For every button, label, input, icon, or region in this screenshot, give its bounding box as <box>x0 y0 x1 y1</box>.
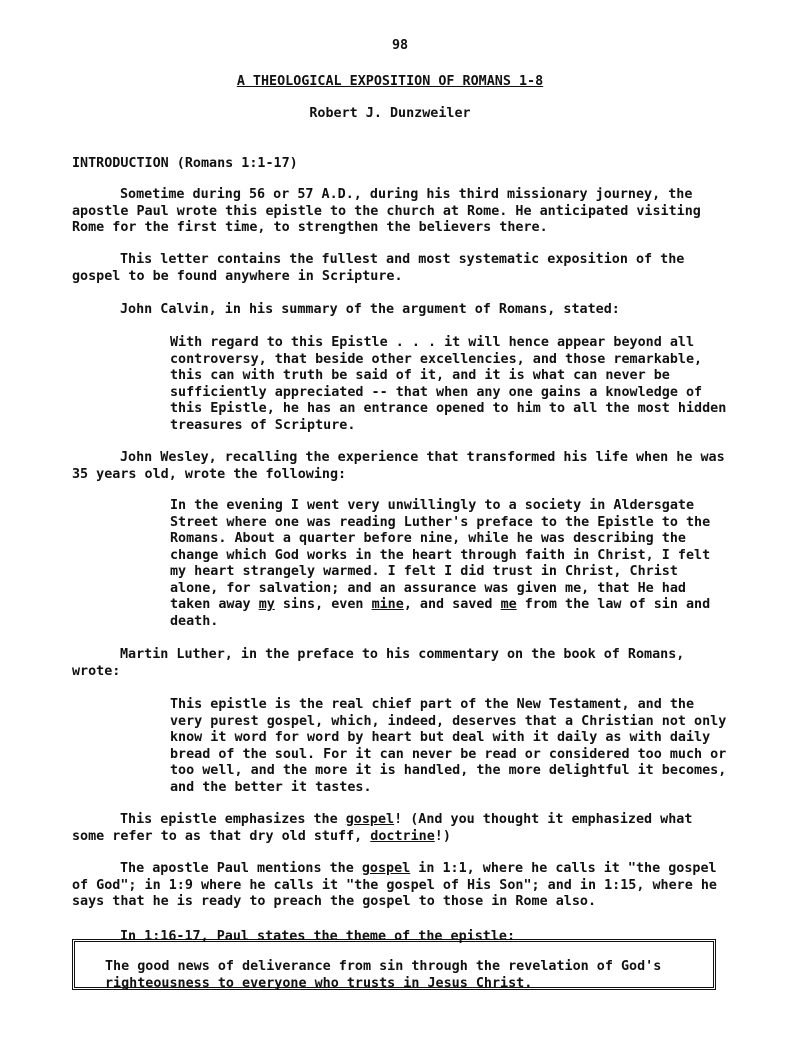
calvin-quote: With regard to this Epistle . . . it will hence appear beyond all controversy, that beside other excellencies, and those remarkable, this can with truth be said of it, and it is what can never be sufficiently appreciated -- that when any one gains a knowledge of this Epistle, he has an entrance opened to him to all the most hidden treasures of Scripture. <box>170 335 727 433</box>
page-number: 98 <box>391 38 409 53</box>
author-name: Robert J. Dunzweiler <box>309 106 471 121</box>
page-title: A THEOLOGICAL EXPOSITION OF ROMANS 1-8 <box>236 74 544 89</box>
wesley-quote: In the evening I went very unwillingly to a society in Aldersgate Street where one was reading Luther's preface to the Epistle to the Romans. About a quarter before nine, while he was describing the change which God works in the heart through faith in Christ, I felt my heart strangely warmed. I felt I did trust in Christ, Christ alone, for salvation; and an assurance was given me, that He had taken away my sins, even mine, and saved me from the law of sin and death. <box>170 498 711 629</box>
paragraph-letter: This letter contains the fullest and most systematic exposition of the gospel to be found anywhere in Scripture. <box>72 252 685 284</box>
paragraph-luther-intro: Martin Luther, in the preface to his commentary on the book of Romans, wrote: <box>72 647 685 679</box>
emphasis-my: my <box>258 597 275 612</box>
emphasis-mine: mine <box>371 597 404 612</box>
emphasis-gospel: gospel <box>345 812 395 827</box>
paragraph-date: Sometime during 56 or 57 A.D., during his third missionary journey, the apostle Paul wrote this epistle to the church at Rome. He anticipated visiting Rome for the first time, to strengthen the believers there. <box>72 187 701 235</box>
emphasis-gospel-2: gospel <box>361 861 411 876</box>
emphasis-doctrine: doctrine <box>370 828 435 844</box>
luther-quote: This epistle is the real chief part of the New Testament, and the very purest gospel, which, indeed, deserves that a Christian not only know it word for word by heart but deal with it daily as with daily bread of the soul. For it can never be read or considered too much or too well, and the more it is handled, the more delightful it becomes, and the better it tastes. <box>170 697 727 795</box>
theme-box <box>72 939 716 990</box>
paragraph-calvin-intro: John Calvin, in his summary of the argument of Romans, stated: <box>120 302 620 317</box>
paragraph-gospel-mentions: The apostle Paul mentions the gospel in 1:1, where he calls it "the gospel of God"; in 1:9 where he calls it "the gospel of His Son"; and in 1:15, where he says that he is ready to preach the gospel to those in Rome also. <box>72 861 717 909</box>
theme-statement: The good news of deliverance from sin through the revelation of God's righteousness to everyone who trusts in Jesus Christ. <box>105 959 662 991</box>
paragraph-theme-intro: In 1:16-17, Paul states the theme of the epistle: <box>120 929 516 944</box>
emphasis-me: me <box>500 597 517 612</box>
section-heading: INTRODUCTION (Romans 1:1-17) <box>72 156 298 171</box>
paragraph-gospel-emphasis: This epistle emphasizes the gospel! (And you thought it emphasized what some refer to as that dry old stuff, doctrine!) <box>72 812 693 844</box>
paragraph-wesley-intro: John Wesley, recalling the experience that transformed his life when he was 35 years old, wrote the following: <box>72 450 725 482</box>
